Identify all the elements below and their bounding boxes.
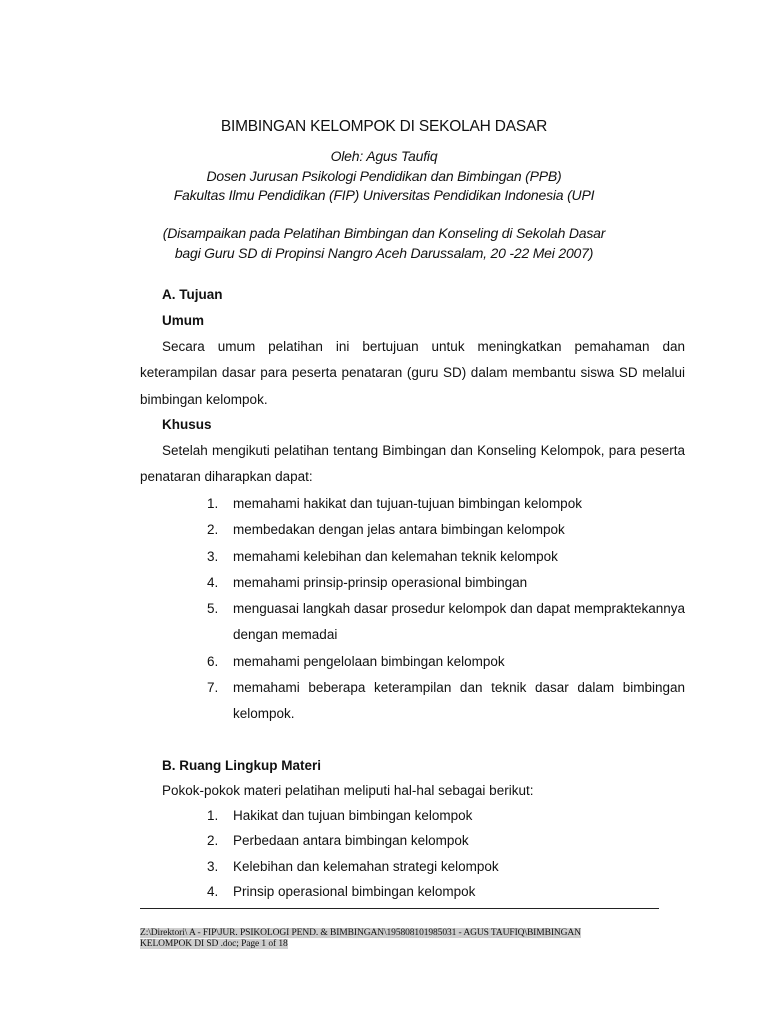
- author-position: Dosen Jurusan Psikologi Pendidikan dan Bimbingan (PPB): [206, 167, 562, 184]
- note-line-1: (Disampaikan pada Pelatihan Bimbingan dan Konseling di Sekolah Dasar: [162, 225, 606, 241]
- list-item: 4. Prinsip operasional bimbingan kelompok: [207, 883, 476, 899]
- presentation-note: [0, 224, 768, 263]
- author-info: [0, 147, 768, 206]
- objectives-list: [207, 491, 685, 728]
- list-item: 5. menguasai langkah dasar prosedur kelompok dan dapat mempraktekannya dengan memadai: [207, 601, 685, 643]
- section-b-intro: Pokok-pokok materi pelatihan meliputi hal-hal sebagai berikut:: [162, 783, 534, 798]
- list-item: 4. memahami prinsip-prinsip operasional bimbingan: [207, 574, 528, 590]
- section-b-heading: B. Ruang Lingkup Materi: [162, 758, 322, 773]
- page-footer: [140, 928, 670, 950]
- author-name: Oleh: Agus Taufiq: [330, 148, 438, 164]
- materials-list: [207, 803, 685, 904]
- khusus-heading: Khusus: [162, 417, 212, 432]
- umum-paragraph: Secara umum pelatihan ini bertujuan untuk meningkatkan pemahaman dan keterampilan dasar para peserta penataran (guru SD) dalam membantu siswa SD melalui bimbingan kelompok.: [140, 339, 685, 407]
- list-item: 6. memahami pengelolaan bimbingan kelompok: [207, 653, 505, 669]
- section-a-heading: A. Tujuan: [162, 287, 223, 302]
- author-affiliation: Fakultas Ilmu Pendidikan (FIP) Universitas Pendidikan Indonesia (UPI: [173, 187, 595, 203]
- note-line-2: bagi Guru SD di Propinsi Nangro Aceh Darussalam, 20 -22 Mei 2007): [174, 244, 594, 261]
- footer-divider: [140, 908, 659, 909]
- list-item: 3. Kelebihan dan kelemahan strategi kelompok: [207, 858, 499, 874]
- list-item: 2. Perbedaan antara bimbingan kelompok: [207, 833, 469, 849]
- list-item: 1. Hakikat dan tujuan bimbingan kelompok: [207, 808, 473, 823]
- khusus-paragraph: Setelah mengikuti pelatihan tentang Bimbingan dan Konseling Kelompok, para peserta penataran diharapkan dapat:: [140, 443, 685, 485]
- umum-heading: Umum: [162, 313, 205, 328]
- footer-path-line: Z:\Direktori\ A - FIP\JUR. PSIKOLOGI PEND. & BIMBINGAN\195808101985031 - AGUS TAUFIQ\BIMBINGAN: [140, 928, 581, 938]
- document-title: BIMBINGAN KELOMPOK DI SEKOLAH DASAR: [220, 118, 548, 135]
- footer-page-info: KELOMPOK DI SD .doc; Page 1 of 18: [140, 939, 288, 949]
- list-item: 1. memahami hakikat dan tujuan-tujuan bimbingan kelompok: [207, 496, 582, 511]
- list-item: 7. memahami beberapa keterampilan dan teknik dasar dalam bimbingan kelompok.: [207, 680, 685, 722]
- list-item: 3. memahami kelebihan dan kelemahan teknik kelompok: [207, 548, 558, 564]
- list-item: 2. membedakan dengan jelas antara bimbingan kelompok: [207, 522, 565, 538]
